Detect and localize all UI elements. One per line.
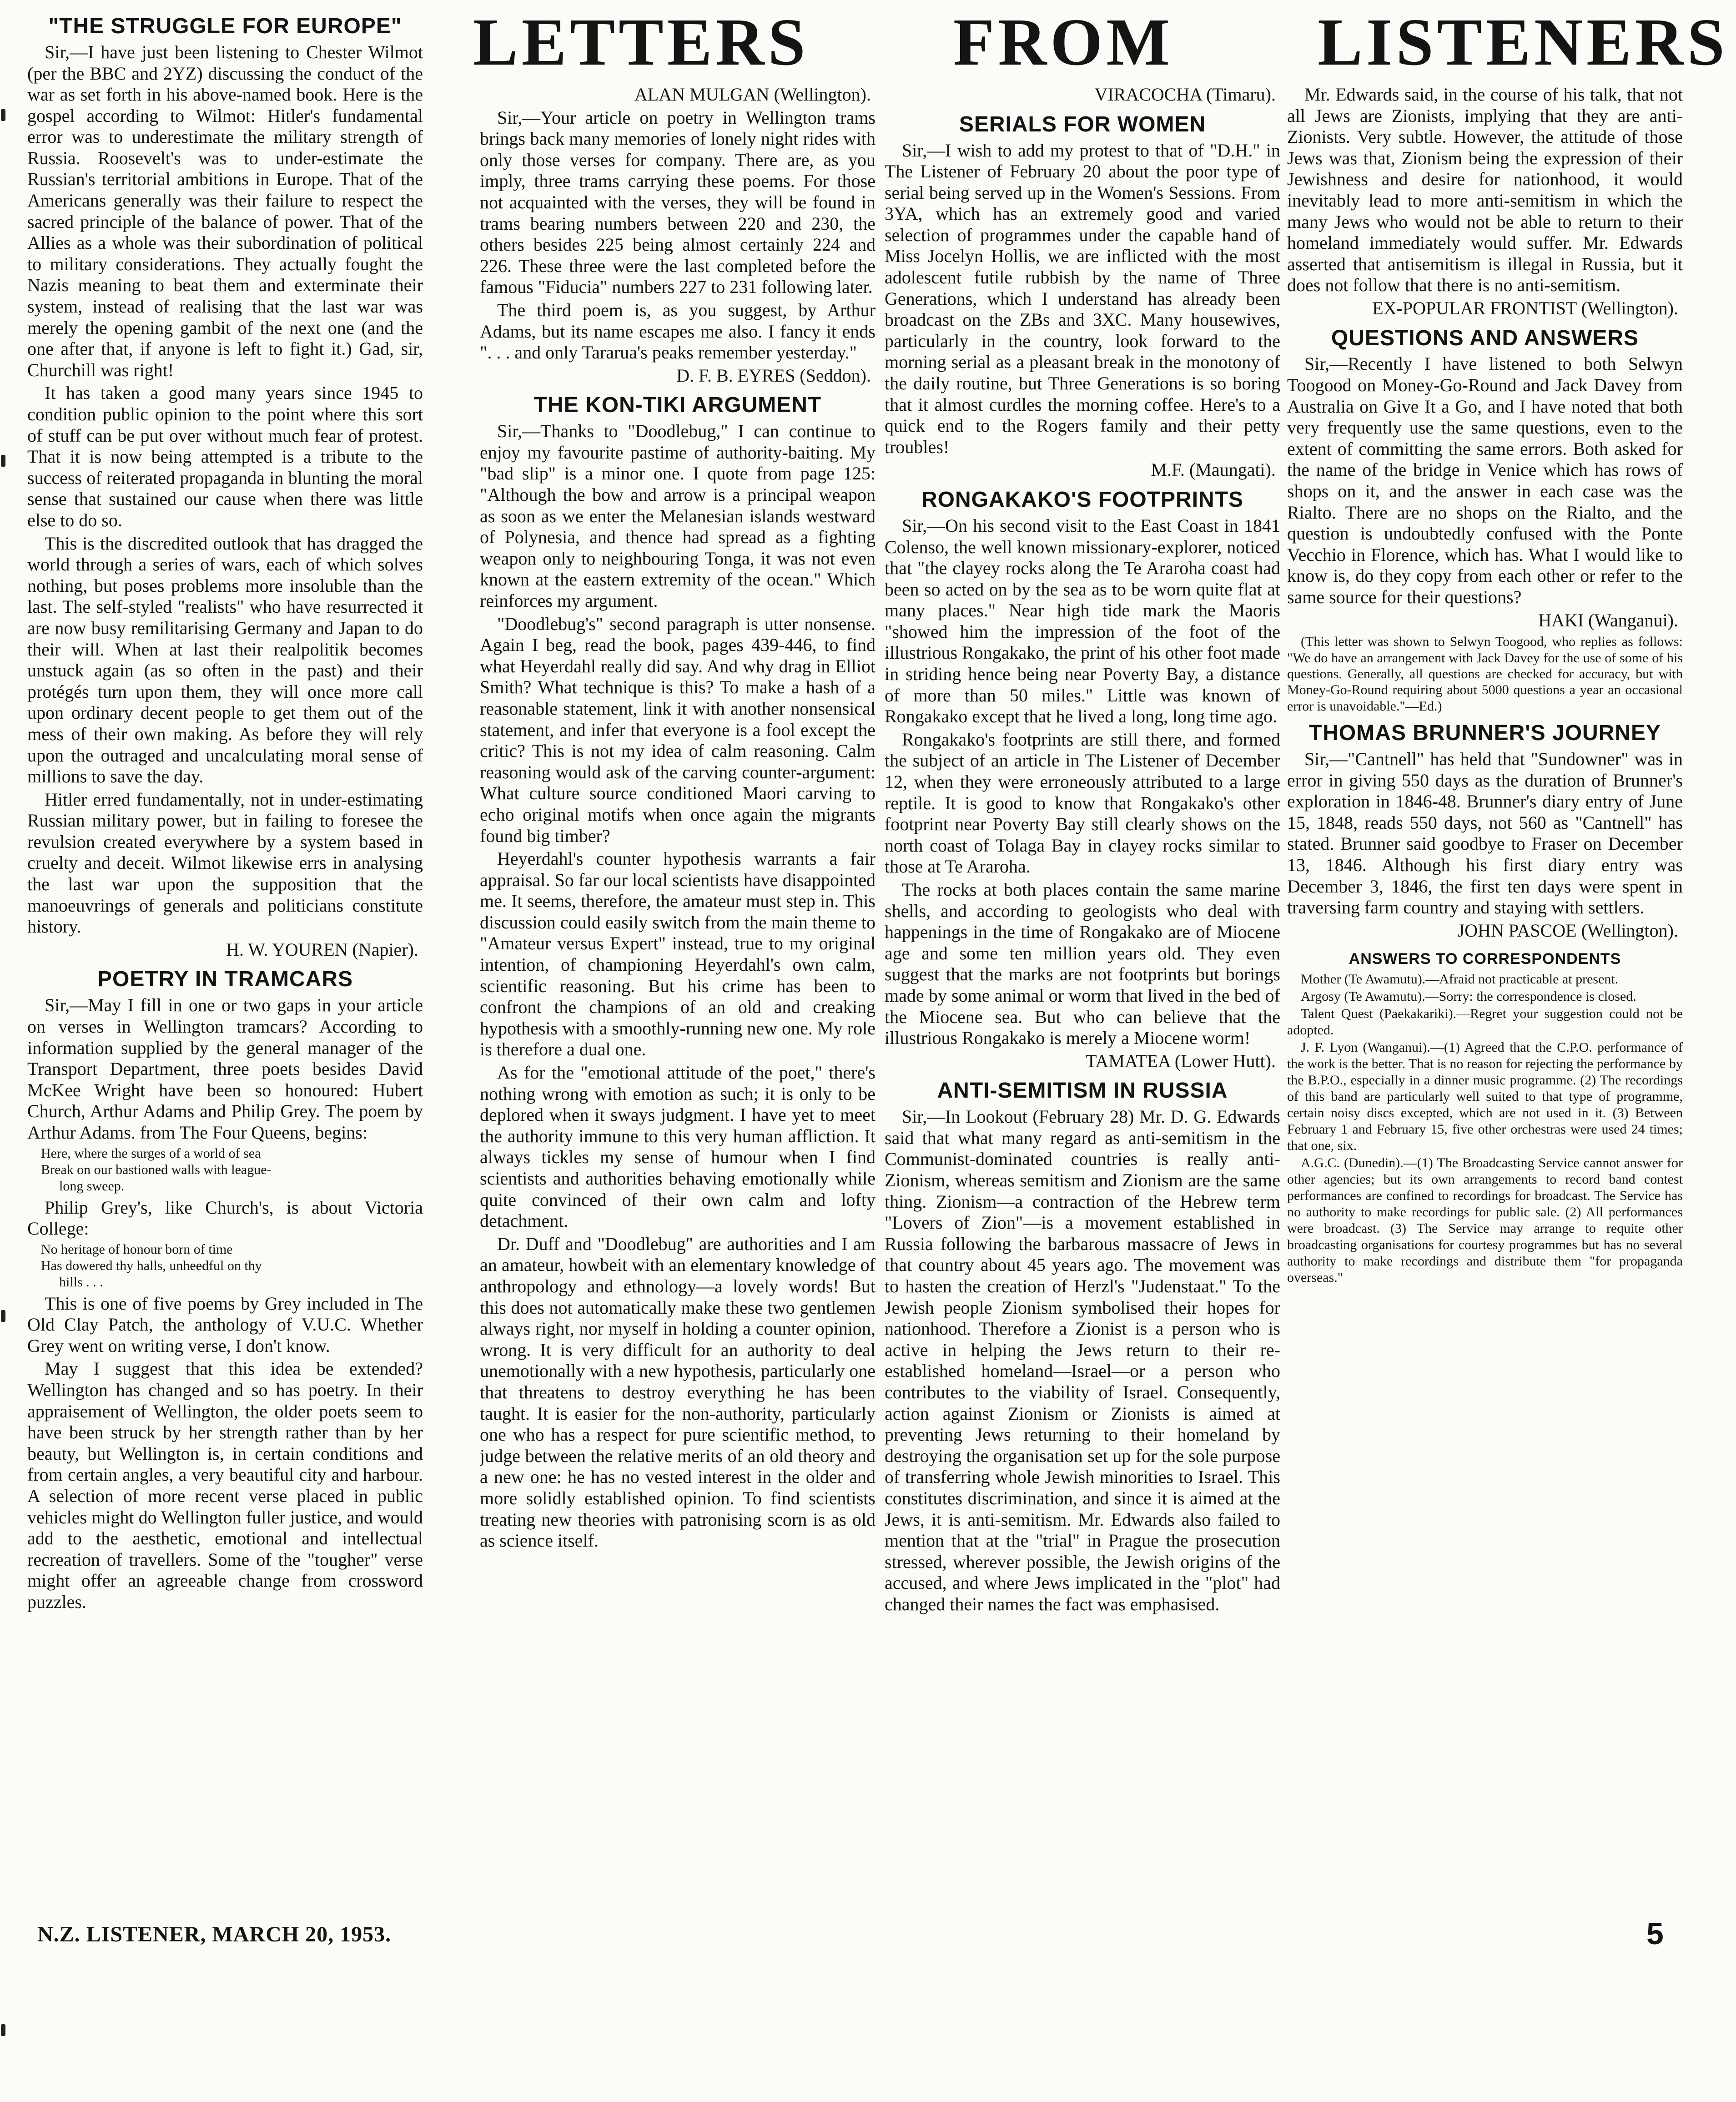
letter-heading-kontiki: THE KON-TIKI ARGUMENT (533, 393, 822, 418)
paragraph: The rocks at both places contain the same marine shells, and according to geologists who deal with happenings in the time of Rongakako are of Miocene age and some ten million years old. They even suggest that the marks are not footprints but borings made by some animal or worm that lived in the bed of the Miocene sea. But who can believe that the illustrious Rongakako is merely a Miocene worm! (885, 879, 1280, 1048)
answer-item: A.G.C. (Dunedin).—(1) The Broadcasting Service cannot answer for other agencies; but its own arrangements to record band contest performances are confined to recordings for broadcast. The Service has no authority to make recordings for public sale. (2) All performances were broadcast. (3) The Service may arrange to requite other broadcasting organisations for courtesy programmes but has no several authority to make recordings and distribute them "for propaganda overseas." (1287, 1155, 1683, 1285)
paragraph: Sir,—Your article on poetry in Wellington trams brings back many memories of lonely night rides with only those verses for company. There are, as you imply, three trams carrying these poems. For those not acquainted with the verses, they will be found in trams bearing numbers between 220 and 230, the others besides 225 being almost certainly 224 and 226. These three were the last completed before the famous "Fiducia" numbers 227 to 231 following later. (480, 107, 876, 297)
paragraph: Philip Grey's, like Church's, is about Victoria College: (27, 1197, 423, 1239)
column-3 (885, 84, 1280, 1917)
signature: ALAN MULGAN (Wellington). (634, 84, 871, 105)
letter-heading-antisemitism: ANTI-SEMITISM IN RUSSIA (937, 1079, 1228, 1103)
verse-line: Here, where the surges of a world of sea (41, 1145, 261, 1161)
paragraph: Sir,—Recently I have listened to both Selwyn Toogood on Money-Go-Round and Jack Davey from Australia on Give It a Go, and I have noted that both very frequently use the same questions, even to the extent of committing the same errors. Both asked for the name of the bridge in Venice which has rows of shops on it, and the answer in each case was the Rialto. There are no shops on the Rialto, and the question is undoubtedly confused with the Ponte Vecchio in Florence, which has. What I would like to know is, do they copy from each other or refer to the same source for their questions? (1287, 353, 1683, 607)
verse-line: Break on our bastioned walls with league- (41, 1162, 272, 1177)
signature: HAKI (Wanganui). (1538, 610, 1678, 630)
signature: JOHN PASCOE (Wellington). (1457, 920, 1678, 941)
answer-item: J. F. Lyon (Wanganui).—(1) Agreed that the C.P.O. performance of the work is the better. That is no reason for rejecting the performance by the B.P.O., especially in a dinner music programme. (2) The recordings of this band are particularly well suited to that type of programme, certain noisy discs excepted, which are not used in it. (3) Between February 1 and February 15, five other orchestras were used 24 times; that one, six. (1287, 1039, 1683, 1153)
paragraph: Rongakako's footprints are still there, and formed the subject of an article in The Listener of December 12, when they were erroneously attributed to a large reptile. It is good to know that Rongakako's other footprint near Poverty Bay still clearly shows on the north coast of Tolaga Bay in clayey rocks similar to those at Te Araroha. (885, 729, 1280, 877)
column-1 (27, 14, 423, 1915)
paragraph: Sir,—"Cantnell" has held that "Sundowner" was in error in giving 550 days as the duration of Brunner's exploration in 1846-48. Brunner's diary entry of June 15, 1848, reads 550 days, not 560 as "Cantnell" has stated. Brunner said goodbye to Fraser on December 13, 1846. Although his first diary entry was December 3, 1846, the first ten days were spent in traversing farm country and staying with settlers. (1287, 749, 1683, 918)
signature: EX-POPULAR FRONTIST (Wellington). (1372, 297, 1678, 318)
signature: TAMATEA (Lower Hutt). (1086, 1050, 1276, 1071)
page-number: 5 (1646, 1916, 1664, 1951)
paragraph: Sir,—May I fill in one or two gaps in your article on verses in Wellington tramcars? According to information supplied by the general manager of the Transport Department, three poets besides David McKee Wright have been so honoured: Hubert Church, Arthur Adams and Philip Grey. The poem by Arthur Adams. from The Four Queens, begins: (27, 995, 423, 1143)
signature: H. W. YOUREN (Napier). (226, 939, 418, 960)
verse-line: long sweep. (59, 1178, 125, 1194)
verse-quote (41, 1241, 423, 1290)
paragraph: As for the "emotional attitude of the poet," there's nothing wrong with emotion as such; it is only to be deplored when it sways judgment. I have yet to meet the authority immune to this very human affliction. It always tickles my sense of humour when I find scientists and authorities behaving emotionally while quite convinced of their own calm and lofty detachment. (480, 1062, 876, 1231)
column-4 (1287, 84, 1683, 1917)
margin-mark (1, 455, 5, 467)
editor-note: (This letter was shown to Selwyn Toogood, who replies as follows: "We do have an arrangement with Jack Davey for the use of some of his questions. Generally, all questions are checked for accuracy, but with Money-Go-Round requiring about 5000 questions a year an occasional error is unavoidable."—Ed.) (1287, 634, 1683, 714)
paragraph: Hitler erred fundamentally, not in under-estimating Russian military power, but in failing to foresee the revulsion created everywhere by a system based in cruelty and deceit. Wilmot likewise errs in analysing the last war upon the supposition that the manoeuvrings of generals and politicians constitute history. (27, 789, 423, 937)
answer-item: Argosy (Te Awamutu).—Sorry: the correspondence is closed. (1301, 988, 1636, 1004)
masthead-word-from: FROM (953, 5, 1173, 80)
verse-quote (41, 1145, 423, 1195)
signature: VIRACOCHA (Timaru). (1094, 84, 1276, 105)
signature: M.F. (Maungati). (1151, 459, 1276, 480)
masthead (473, 5, 1728, 80)
paragraph: Sir,—On his second visit to the East Coast in 1841 Colenso, the well known missionary-explorer, noticed that "the clayey rocks along the Te Araroha coast had been so acted on by the sea as to be worn quite flat at many places." Near high tide mark the Maoris "showed him the impression of the foot of the illustrious Rongakako, the print of his other foot made in striding hence being near Poverty Bay, a distance of more than 50 miles." Little was known of Rongakako except that he lived a long, long time ago. (885, 515, 1280, 727)
verse-line: No heritage of honour born of time (41, 1241, 233, 1257)
answers-heading: ANSWERS TO CORRESPONDENTS (1349, 950, 1621, 968)
paragraph: Mr. Edwards said, in the course of his talk, that not all Jews are Zionists, implying that they are anti-Zionists. Very subtle. However, the attitude of those Jews was that, Zionism being the expression of their Jewishness and desire for nationhood, it would inevitably lead to more anti-semitism in which the many Jews who would not be able to return to their homeland immediately would suffer. Mr. Edwards asserted that antisemitism is illegal in Russia, but it does not follow that there is no anti-semitism. (1287, 84, 1683, 296)
paragraph: This is the discredited outlook that has dragged the world through a series of wars, each of which solves nothing, but poses problems more insoluble than the last. The self-styled "realists" who have resurrected it are now busy remilitarising Germany and Japan to do their will. When at last their realpolitik becomes unstuck again (as so often in the past) and their protégés turn upon them, they will once more call upon ordinary decent people to get them out of the mess of their own making. As before they will rely upon the outraged and uncalculating moral sense of millions to save the day. (27, 533, 423, 787)
margin-mark (1, 1310, 5, 1322)
letter-heading-brunner: THOMAS BRUNNER'S JOURNEY (1308, 721, 1661, 746)
paragraph: "Doodlebug's" second paragraph is utter nonsense. Again I beg, read the book, pages 439-446, to find what Heyerdahl really did say. And why drag in Elliot Smith? What technique is this? To make a hash of a reasonable statement, link it with another nonsensical statement, and infer that everyone is a fool except the critic? This is not my idea of calm reasoning. Calm reasoning would ask of the carving counter-argument: What culture source conditioned Maori carving to echo original motifs when once again the migrants found big timber? (480, 613, 876, 846)
column-2 (480, 84, 876, 1917)
answers-to-correspondents (1287, 950, 1683, 1286)
paragraph: The third poem is, as you suggest, by Arthur Adams, but its name escapes me also. I fancy it ends ". . . and only Tararua's peaks remember yesterday." (480, 299, 876, 363)
paragraph: It has taken a good many years since 1945 to condition public opinion to the point where this sort of stuff can be put over without much fear of protest. That it is now being attempted is a tribute to the success of reiterated propaganda in blunting the moral sense that sustained our cause when there was little else to do so. (27, 383, 423, 530)
letter-heading-struggle: "THE STRUGGLE FOR EUROPE" (48, 14, 402, 38)
letter-heading-footprints: RONGAKAKO'S FOOTPRINTS (921, 488, 1244, 512)
letter-heading-serials: SERIALS FOR WOMEN (959, 112, 1206, 136)
letter-heading-questions: QUESTIONS AND ANSWERS (1331, 326, 1639, 350)
answer-item: Talent Quest (Paekakariki).—Regret your suggestion could not be adopted. (1287, 1006, 1683, 1038)
paragraph: May I suggest that this idea be extended? Wellington has changed and so has poetry. In their appraisement of Wellington, the older poets seem to have been struck by her strength rather than by her beauty, but Wellington is, in certain conditions and from certain angles, a very beautiful city and harbour. A selection of more recent verse placed in public vehicles might do Wellington fuller justice, and would add to the aesthetic, emotional and intellectual recreation of travellers. Some of the "tougher" verse might offer an agreeable change from crossword puzzles. (27, 1358, 423, 1612)
verse-line: hills . . . (59, 1274, 103, 1290)
signature: D. F. B. EYRES (Seddon). (676, 365, 871, 386)
paragraph: Heyerdahl's counter hypothesis warrants a fair appraisal. So far our local scientists have disappointed me. It seems, therefore, the amateur must step in. This discussion could easily switch from the main theme to "Amateur versus Expert" instead, true to my original intention, of championing Heyerdahl's own calm, scientific reasoning. But his crime has been to confront the champions of an old and creaking hypothesis with a smoothly-running new one. My role is therefore a dual one. (480, 848, 876, 1060)
paragraph: Sir,—Thanks to "Doodlebug," I can continue to enjoy my favourite pastime of authority-baiting. My "bad slip" is a minor one. I quote from page 125: "Although the bow and arrow is a principal weapon as soon as we enter the Melanesian islands westward of Polynesia, and thence had spread as a fighting weapon only to neighbouring Tonga, it was not even known at the eastern extremity of the ocean." Which reinforces my argument. (480, 421, 876, 611)
paragraph: Dr. Duff and "Doodlebug" are authorities and I am an amateur, howbeit with an elementary knowledge of anthropology and ethnology—a lovely words! But this does not automatically make these two gentlemen always right, nor myself in holding a counter opinion, wrong. It is very difficult for an authority to deal unemotionally with a new hypothesis, particularly one that threatens to destroy everything he has been taught. It is easier for the non-authority, particularly one who has a respect for pure scientific method, to judge between the relative merits of an old theory and a new one: he has no vested interest in the older and more solidly established opinion. To find scientists treating new theories with patronising scorn is as old as science itself. (480, 1233, 876, 1551)
masthead-word-listeners: LISTENERS (1318, 5, 1728, 80)
verse-line: Has dowered thy halls, unheedful on thy (41, 1258, 262, 1273)
paragraph: Sir,—I wish to add my protest to that of "D.H." in The Listener of February 20 about the poor type of serial being served up in the Women's Sessions. From 3YA, which has an extremely good and varied selection of programmes under the capable hand of Miss Jocelyn Hollis, we are inflicted with the most adolescent futile rubbish by the name of Three Generations, which I understand has already been broadcast on the ZBs and 3XC. Many housewives, particularly in the country, look forward to the morning serial as a pleasant break in the monotony of the daily routine, but Three Generations is so boring that it almost curdles the morning coffee. Here's to a quick end to the Rogers family and their petty troubles! (885, 140, 1280, 457)
margin-mark (1, 109, 5, 121)
margin-mark (1, 2024, 5, 2036)
letter-heading-poetry: POETRY IN TRAMCARS (97, 967, 353, 992)
paragraph: This is one of five poems by Grey included in The Old Clay Patch, the anthology of V.U.C. Whether Grey went on writing verse, I don't know. (27, 1293, 423, 1356)
paragraph: Sir,—In Lookout (February 28) Mr. D. G. Edwards said that what many regard as anti-semitism in the Communist-dominated countries is really anti-Zionism, whereas semitism and Zionism are the same thing. Zionism—a contraction of the Hebrew term "Lovers of Zion"—is a movement established in Russia following the barbarous massacre of Jews in that country about 45 years ago. The movement was to hasten the creation of Herzl's "Judenstaat." To the Jewish people Zionism symbolised their hopes for nationhood. Therefore a Zionist is a person who is active in helping the Jews return to their re-established homeland—Israel—or a person who contributes to the viability of Israel. Consequently, action against Zionism or Zionists is aimed at preventing Jews returning to their homeland by destroying the organisation set up for the sole purpose of transferring whole Jewish minorities to Israel. This constitutes discrimination, and since it is aimed at the Jews, it is anti-semitism. Mr. Edwards also failed to mention that at the "trial" in Prague the prosecution stressed, wherever possible, the Jewish origins of the accused, and where Jews implicated in the "plot" had changed their names the fact was emphasised. (885, 1106, 1280, 1614)
masthead-word-letters: LETTERS (473, 5, 809, 80)
issue-footer: N.Z. LISTENER, MARCH 20, 1953. (37, 1922, 392, 1946)
answer-item: Mother (Te Awamutu).—Afraid not practicable at present. (1301, 971, 1619, 987)
paragraph: Sir,—I have just been listening to Chester Wilmot (per the BBC and 2YZ) discussing the conduct of the war as set forth in his above-named book. Here is the gospel according to Wilmot: Hitler's fundamental error was to underestimate the military strength of Russia. Roosevelt's was to under-estimate the Russian's territorial ambitions in Europe. That of the Americans generally was their failure to respect the sacred principle of the balance of power. That of the Allies as a whole was their subordination of political to military considerations. They actually fought the Nazis meaning to beat them and exterminate their system, instead of realising that the last war was merely the opening gambit of the next one (and the one after that, if anyone is left to fight it.) Gad, sir, Churchill was right! (27, 41, 423, 380)
